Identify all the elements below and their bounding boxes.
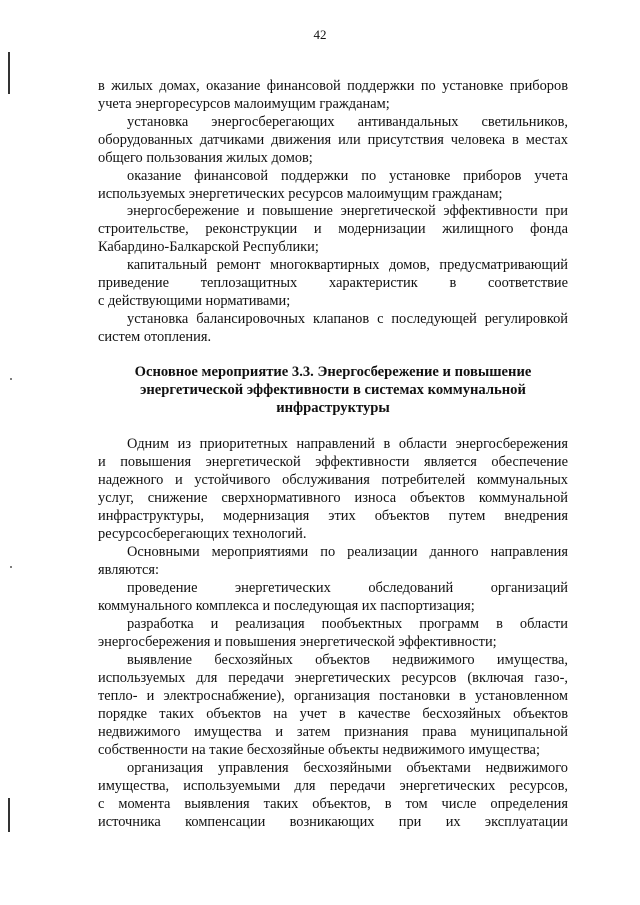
text-line: разработка и реализация пообъектных программ в области <box>127 616 568 632</box>
text-line: используемых для передачи энергетических ресурсов (включая газо-, <box>98 670 568 686</box>
text-line: с момента выявления таких объектов, в том числе определения <box>98 796 568 812</box>
text-line: оказание финансовой поддержки по установке приборов учета <box>127 168 568 184</box>
section-heading: энергетической эффективности в системах коммунальной <box>140 382 526 398</box>
text-line: инфраструктуры, модернизация этих объектов путем внедрения <box>98 508 568 524</box>
text-line: энергосбережения и повышения энергетической эффективности; <box>98 634 497 650</box>
page-number: 42 <box>313 27 327 42</box>
text-line: являются: <box>98 562 160 578</box>
text-line: коммунального комплекса и последующая их паспортизация; <box>98 598 475 614</box>
text-line: надежного и устойчивого обслуживания потребителей коммунальных <box>98 472 568 488</box>
text-line: проведение энергетических обследований организаций <box>127 580 568 596</box>
text-line: строительстве, реконструкции и модернизации жилищного фонда <box>98 221 568 237</box>
text-line: Кабардино-Балкарской Республики; <box>98 239 319 255</box>
text-line: установка балансировочных клапанов с последующей регулировкой <box>127 311 568 327</box>
text-line: источника компенсации возникающих при их эксплуатации <box>98 814 568 830</box>
text-line: используемых энергетических ресурсов малоимущим гражданам; <box>98 186 503 202</box>
text-line: учета энергоресурсов малоимущим гражданам; <box>98 96 390 112</box>
text-line: Одним из приоритетных направлений в области энергосбережения <box>127 436 568 452</box>
text-line: капитальный ремонт многоквартирных домов, предусматривающий <box>127 257 568 273</box>
text-line: имущества, используемыми для передачи энергетических ресурсов, <box>98 778 568 794</box>
text-line: энергосбережение и повышение энергетической эффективности при <box>127 203 568 219</box>
text-line: систем отопления. <box>98 329 212 345</box>
section-heading: инфраструктуры <box>276 400 390 416</box>
text-line: Основными мероприятиями по реализации данного направления <box>127 544 568 560</box>
text-line: установка энергосберегающих антивандальных светильников, <box>127 114 568 130</box>
text-line: оборудованных датчиками движения или присутствия человека в местах <box>98 132 568 148</box>
scan-margin-mark <box>8 798 10 832</box>
text-line: ресурсосберегающих технологий. <box>98 526 307 542</box>
text-line: тепло- и электроснабжение), организация постановки в установленном <box>98 688 568 704</box>
text-line: и повышения энергетической эффективности является обеспечение <box>98 454 568 470</box>
text-line: в жилых домах, оказание финансовой поддержки по установке приборов <box>98 78 568 94</box>
section-heading: Основное мероприятие 3.3. Энергосбережение и повышение <box>134 364 532 380</box>
text-line: собственности на такие бесхозяйные объекты недвижимого имущества; <box>98 742 540 758</box>
text-line: приведение теплозащитных характеристик в соответствие <box>98 275 568 291</box>
text-line: организация управления бесхозяйными объектами недвижимого <box>127 760 568 776</box>
text-line: общего пользования жилых домов; <box>98 150 313 166</box>
text-line: с действующими нормативами; <box>98 293 291 309</box>
text-line: выявление бесхозяйных объектов недвижимого имущества, <box>127 652 568 668</box>
scan-dot <box>10 378 12 380</box>
text-line: недвижимого имущества и затем признания права муниципальной <box>98 724 568 740</box>
scan-margin-mark <box>8 52 10 94</box>
text-line: порядке таких объектов на учет в качестве бесхозяйных объектов <box>98 706 568 722</box>
text-line: услуг, снижение сверхнормативного износа объектов коммунальной <box>98 490 568 506</box>
scan-dot <box>10 566 12 568</box>
